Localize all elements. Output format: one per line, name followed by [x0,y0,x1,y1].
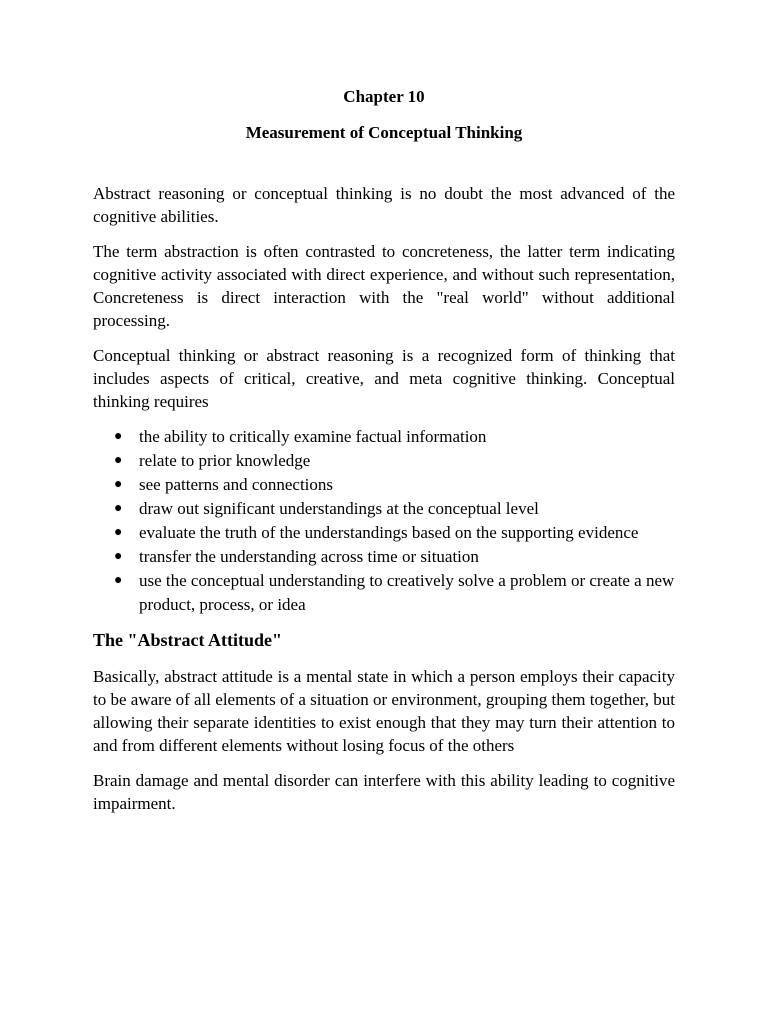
paragraph-abstract-attitude: Basically, abstract attitude is a mental state in which a person employs their capacity to be aware of all elements of a situation or environment, grouping them together, but allowing their separate identities to exist enough that they may turn their attention to and from different elements without losing focus of the others [93,667,675,755]
bullet-icon: ● [114,525,123,540]
bullet-icon: ● [114,573,123,588]
list-item: ● transfer the understanding across time or situation [93,545,675,569]
paragraph-abstract-reasoning: Abstract reasoning or conceptual thinking is no doubt the most advanced of the cognitive abilities. [93,184,675,226]
chapter-number: Chapter 10 [343,87,425,106]
list-item: ● use the conceptual understanding to creatively solve a problem or create a new product, process, or idea [114,571,675,614]
bullet-icon: ● [114,453,123,468]
paragraph-brain-damage: Brain damage and mental disorder can interfere with this ability leading to cognitive impairment. [93,771,675,813]
paragraph-abstraction-concreteness: The term abstraction is often contrasted to concreteness, the latter term indicating cognitive activity associated with direct experience, and without such representation, Concreteness is direct interaction with the "real world" without additional processing. [93,242,675,330]
bullet-icon: ● [114,501,123,516]
list-item: ● the ability to critically examine factual information [93,425,675,449]
paragraph-conceptual-thinking: Conceptual thinking or abstract reasoning is a recognized form of thinking that includes aspects of critical, creative, and meta cognitive thinking. Conceptual thinking requires [93,346,675,411]
list-item: ● relate to prior knowledge [93,449,675,473]
bullet-icon: ● [114,429,123,444]
chapter-title: Measurement of Conceptual Thinking [245,123,523,142]
list-item: ● evaluate the truth of the understandings based on the supporting evidence [93,521,675,545]
requirements-list [93,425,675,617]
document-page [93,86,675,815]
section-heading-abstract-attitude: The "Abstract Attitude" [93,630,282,650]
list-item: ● draw out significant understandings at the conceptual level [93,497,675,521]
bullet-icon: ● [114,477,123,492]
list-item: ● see patterns and connections [93,473,675,497]
bullet-icon: ● [114,549,123,564]
